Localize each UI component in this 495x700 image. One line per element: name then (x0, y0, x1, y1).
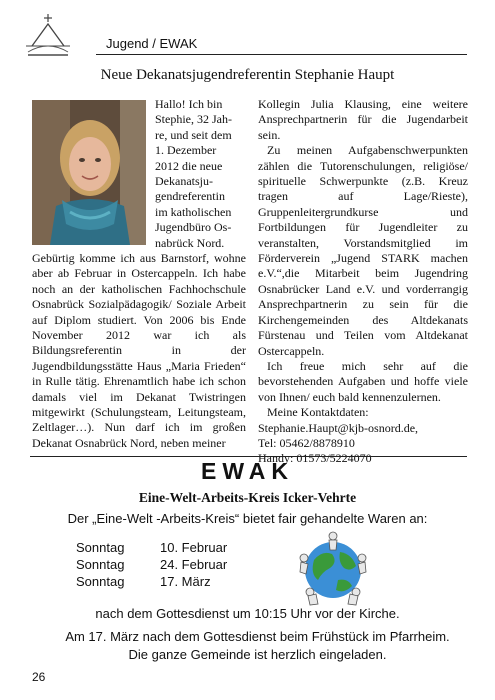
article-title: Neue Dekanatsjugendreferentin Stephanie Haupt (100, 67, 395, 83)
date-day: Sonntag (76, 557, 125, 572)
page-number: 26 (32, 670, 46, 684)
time-note: nach dem Gottesdienst um 10:15 Uhr vor der Kirche. (95, 606, 400, 621)
globe-people-icon (292, 528, 374, 608)
contact-phone: Tel: 05462/8878910 (258, 435, 355, 450)
intro-line: re, und seit dem (155, 127, 232, 142)
right-column (258, 97, 468, 467)
intro-line: Jugendbüro Os- (155, 220, 232, 235)
date-value: 24. Februar (160, 557, 228, 572)
intro-line: 2012 die neue (155, 158, 223, 173)
intro-line: Stephie, 32 Jah- (155, 112, 232, 127)
header-rule (96, 54, 467, 55)
section-label: Jugend / EWAK (106, 36, 198, 51)
biography-paragraph (32, 251, 246, 451)
ewak-title: EWAK (201, 458, 294, 484)
intro-line: gendreferentin (155, 189, 225, 204)
date-day: Sonntag (76, 574, 125, 589)
biography-text: Gebürtig komme ich aus Barnstorf, wohne aber ab Februar in Ostercappeln. Ich habe noch an der katholischen Fachhochschule Osnabrück Sozialpädagogik/ Soziale Arbeit auf Diplom studiert. Von 2006 bis Ende November 2012 war ich als Bildungsreferentin in der Jugendbildungsstätte Haus „Maria Frieden“ in Rulle tätig. Ehrenamtlich habe ich schon damals viel im Dekanat Twistringen mitgewirkt (Schulungsteam, Leitungsteam, Zeltlager…). Nun darf ich im großen Dekanat Osnabrück Nord, neben meiner (32, 251, 246, 450)
intro-line: Dekanatsju- (155, 174, 213, 189)
church-logo-icon (22, 12, 74, 62)
intro-line: nabrück Nord. (155, 235, 225, 250)
intro-line: 1. Dezember (155, 143, 217, 158)
paragraph-closing: Ich freue mich sehr auf die bevorstehenden Aufgaben und hoffe viele von Ihnen/ euch bald kennenzulernen. (258, 358, 468, 404)
intro-line: im katholischen (155, 204, 232, 219)
date-value: 10. Februar (160, 540, 228, 555)
ewak-intro: Der „Eine-Welt -Arbeits-Kreis“ bietet fair gehandelte Waren an: (67, 511, 428, 526)
march-note: Am 17. März nach dem Gottesdienst beim Frühstück im Pfarrheim. Die ganze Gemeinde ist herzlich eingeladen. (65, 629, 450, 662)
contact-label: Meine Kontaktdaten: (267, 405, 369, 420)
paragraph-colleague: Kollegin Julia Klausing, eine weitere Ansprechpartnerin für die Jugendarbeit sein. (258, 97, 468, 142)
ewak-subtitle: Eine-Welt-Arbeits-Kreis Icker-Vehrte (138, 490, 357, 505)
portrait-photo (32, 100, 146, 245)
intro-column (155, 97, 245, 251)
intro-line: Hallo! Ich bin (155, 97, 223, 111)
date-value: 17. März (160, 574, 211, 589)
date-day: Sonntag (76, 540, 125, 555)
paragraph-tasks: Zu meinen Aufgabenschwerpunkten zählen die Tutorenschulungen, religiöse/ spirituelle Schwerpunkte (z.B. Kreuz tragen auf Lage/Rieste), Gruppenleitergrundkurse und Fortbildungen für Jugendleiter zu veranstalten, Vorstandsmitglied im Förderverein „Jugend STARK machen e.V.“,die Mitarbeit beim Jugendring Osnabrücker Land e.V. und vorderrangig Ansprechpartnerin zu sein für die Kirchengemeinden des Altdekanats Fürstenau und Teilen vom Altdekanat Ostercappeln. (258, 143, 468, 358)
section-divider (30, 456, 467, 457)
contact-email[interactable]: Stephanie.Haupt@kjb-osnord.de, (258, 420, 419, 435)
contact-mobile: Handy: 01573/5224070 (258, 451, 372, 466)
